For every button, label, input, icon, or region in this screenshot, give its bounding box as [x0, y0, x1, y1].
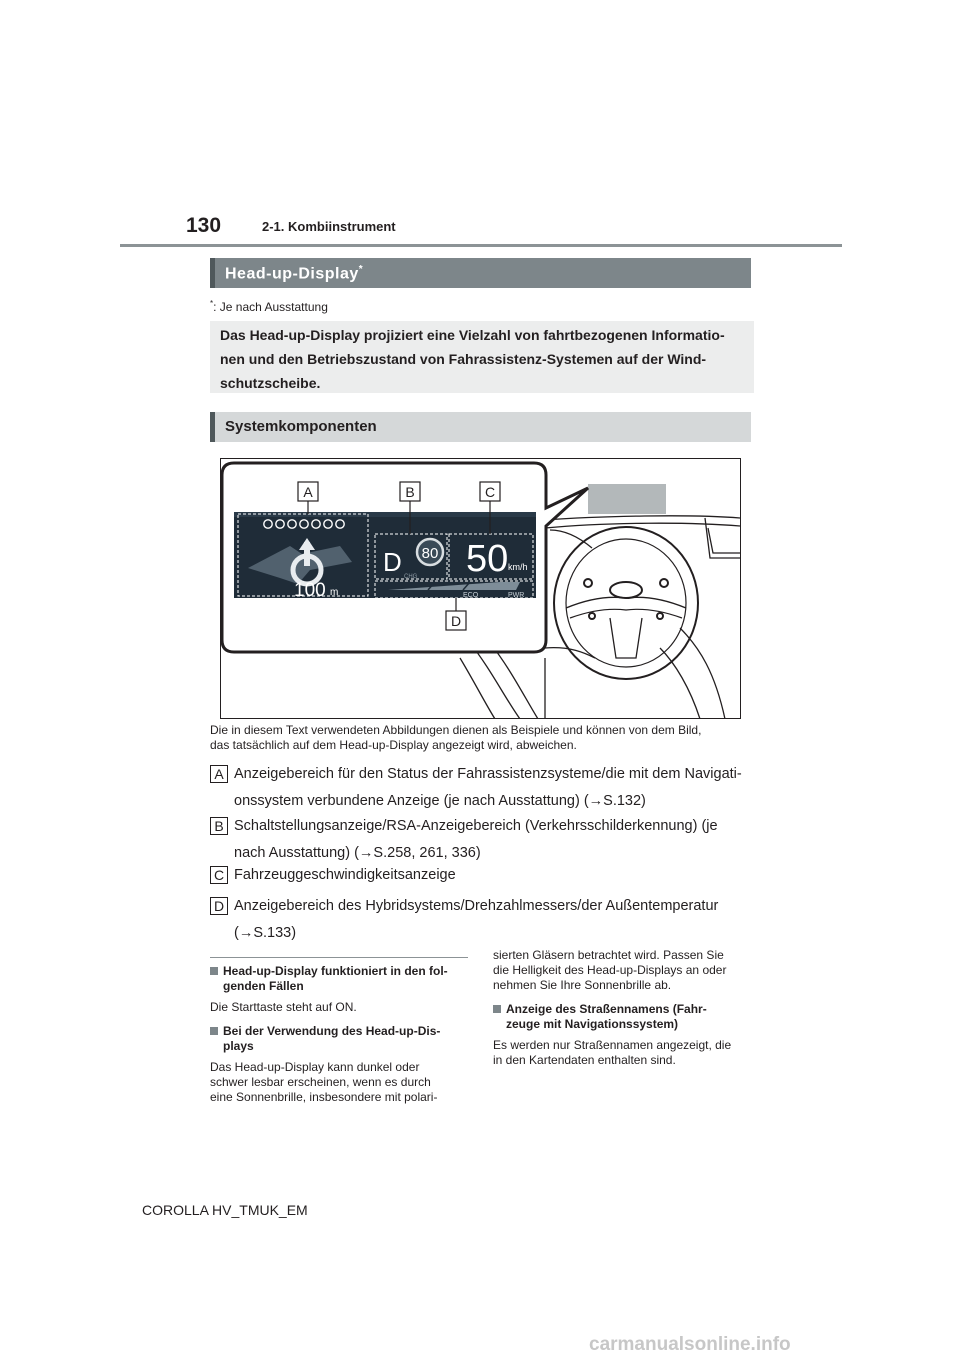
notes-left-column	[210, 964, 468, 1105]
note-text: Die Starttaste steht auf ON.	[210, 1000, 357, 1014]
item-text-line: Anzeigebereich für den Status der Fahrassistenzsysteme/die mit dem Navigati-	[234, 766, 742, 782]
pwr-label: PWR	[508, 592, 525, 599]
notes-divider	[210, 957, 468, 958]
note-text: die Helligkeit des Head-up-Displays an oder	[493, 963, 727, 977]
hud-projection-area	[588, 484, 666, 514]
page-number: 130	[186, 214, 222, 237]
speed-value: 50	[466, 538, 509, 580]
callout-d-label: D	[450, 613, 462, 629]
notes-right-column	[493, 948, 751, 1068]
footnote-text: : Je nach Ausstattung	[213, 300, 328, 314]
note-heading: Head-up-Display funktioniert in den fol- genden Fällen	[210, 964, 468, 994]
callout-b-label: B	[405, 484, 415, 500]
section-title	[225, 264, 363, 283]
footnote	[210, 299, 328, 314]
note-text: nehmen Sie Ihre Sonnenbrille ab.	[493, 978, 672, 992]
intro-line: nen und den Betriebszustand von Fahrassistenz-Systemen auf der Wind-	[220, 351, 707, 367]
subsection-bar	[210, 412, 751, 442]
square-bullet-icon	[493, 1005, 501, 1013]
hud-illustration	[220, 458, 741, 719]
item-text-line: nach Ausstattung) (→S.258, 261, 336)	[234, 845, 481, 861]
speed-unit: km/h	[508, 562, 528, 572]
note-text: in den Kartendaten enthalten sind.	[493, 1053, 676, 1067]
item-badge: A	[210, 765, 228, 783]
eco-label: ECO	[463, 592, 479, 599]
distance-unit: m	[330, 587, 339, 598]
distance-value: 100	[294, 580, 326, 601]
footer-watermark: carmanualsonline.info	[589, 1334, 791, 1355]
square-bullet-icon	[210, 1027, 218, 1035]
note-text: eine Sonnenbrille, insbesondere mit polari-	[210, 1090, 438, 1104]
intro-box	[210, 321, 754, 393]
footer-model: COROLLA HV_TMUK_EM	[142, 1202, 308, 1218]
chapter-title: 2-1. Kombiinstrument	[262, 219, 396, 234]
item-text-line: Anzeigebereich des Hybridsystems/Drehzahlmessers/der Außentemperatur	[234, 898, 719, 914]
item-text-line: Fahrzeuggeschwindigkeitsanzeige	[234, 867, 456, 883]
note-text: schwer lesbar erscheinen, wenn es durch	[210, 1075, 431, 1089]
item-badge: D	[210, 897, 228, 915]
callout-c	[480, 482, 500, 501]
chg-label: CHG	[404, 574, 418, 580]
note-text: Das Head-up-Display kann dunkel oder	[210, 1060, 420, 1074]
title-footnote-marker: *	[358, 264, 364, 275]
note-text: sierten Gläsern betrachtet wird. Passen Sie	[493, 948, 724, 962]
item-badge: B	[210, 817, 228, 835]
section-title-bar	[210, 258, 751, 288]
item-text-line: Schaltstellungsanzeige/RSA-Anzeigebereich (Verkehrsschilderkennung) (je	[234, 818, 718, 834]
item-text-line: onssystem verbundene Anzeige (je nach Ausstattung) (→S.132)	[234, 793, 646, 809]
callout-d	[446, 611, 466, 630]
callout-a	[298, 482, 318, 501]
caption-line: Die in diesem Text verwendeten Abbildungen dienen als Beispiele und können von dem Bild,	[210, 723, 702, 737]
item-badge: C	[210, 866, 228, 884]
caption-line: das tatsächlich auf dem Head-up-Display angezeigt wird, abweichen.	[210, 738, 577, 752]
speed-limit-value: 80	[421, 545, 439, 562]
intro-line: schutzscheibe.	[220, 375, 321, 391]
figure-caption	[210, 723, 750, 753]
callout-c-label: C	[484, 484, 496, 500]
subsection-title: Systemkomponenten	[225, 418, 377, 435]
note-heading: Anzeige des Straßennamens (Fahr- zeuge mit Navigationssystem)	[493, 1002, 751, 1032]
square-bullet-icon	[210, 967, 218, 975]
footnote-marker: *	[210, 299, 214, 308]
callout-b	[400, 482, 420, 501]
item-text-line: (→S.133)	[234, 925, 297, 941]
callout-a-label: A	[303, 484, 313, 500]
intro-line: Das Head-up-Display projiziert eine Vielzahl von fahrtbezogenen Informatio-	[220, 327, 725, 343]
note-text: Es werden nur Straßennamen angezeigt, die	[493, 1038, 732, 1052]
gear-indicator: D	[383, 547, 402, 577]
header-rule	[120, 244, 842, 247]
note-heading: Bei der Verwendung des Head-up-Dis- plays	[210, 1024, 468, 1054]
section-title-text: Head-up-Display	[225, 265, 359, 283]
